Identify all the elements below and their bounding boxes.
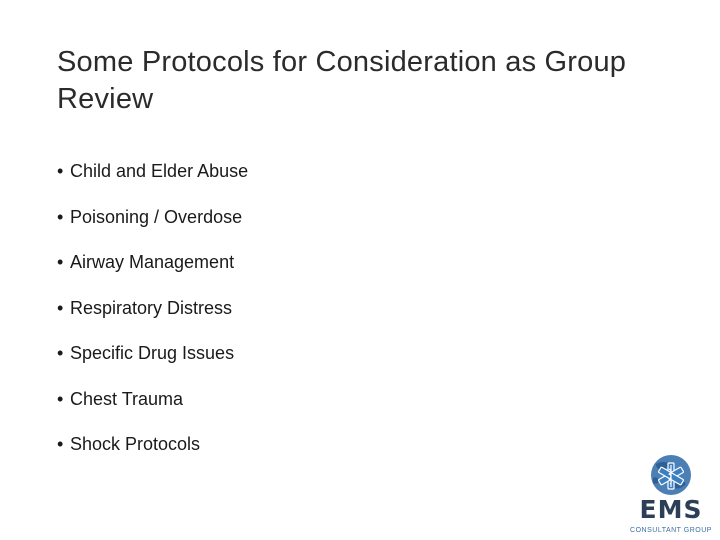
bullet-item	[57, 295, 248, 341]
bullet-item	[57, 340, 248, 386]
bullet-list	[57, 158, 248, 477]
bullet-glyph: •	[57, 434, 64, 454]
logo-wordmark: EMS	[639, 495, 703, 524]
bullet-text: Specific Drug Issues	[70, 343, 235, 363]
bullet-text: Child and Elder Abuse	[70, 161, 249, 181]
bullet-item	[57, 386, 248, 432]
bullet-item	[57, 158, 248, 204]
bullet-text: Respiratory Distress	[70, 297, 233, 318]
bullet-glyph: •	[57, 161, 64, 181]
bullet-glyph: •	[57, 252, 64, 272]
bullet-item	[57, 249, 248, 295]
bullet-glyph: •	[57, 297, 64, 318]
bullet-glyph: •	[57, 343, 64, 363]
bullet-text: Poisoning / Overdose	[70, 206, 243, 227]
bullet-item	[57, 204, 248, 250]
bullet-glyph: •	[57, 206, 64, 227]
logo-subtitle: CONSULTANT GROUP	[630, 527, 712, 534]
company-logo	[626, 454, 716, 538]
bullet-text: Shock Protocols	[70, 434, 201, 454]
bullet-text: Chest Trauma	[70, 388, 184, 409]
bullet-text: Airway Management	[70, 252, 235, 272]
bullet-item	[57, 431, 248, 477]
star-of-life-globe-icon	[626, 454, 716, 496]
bullet-glyph: •	[57, 388, 64, 409]
slide-title: Some Protocols for Consideration as Group Review	[57, 46, 627, 115]
